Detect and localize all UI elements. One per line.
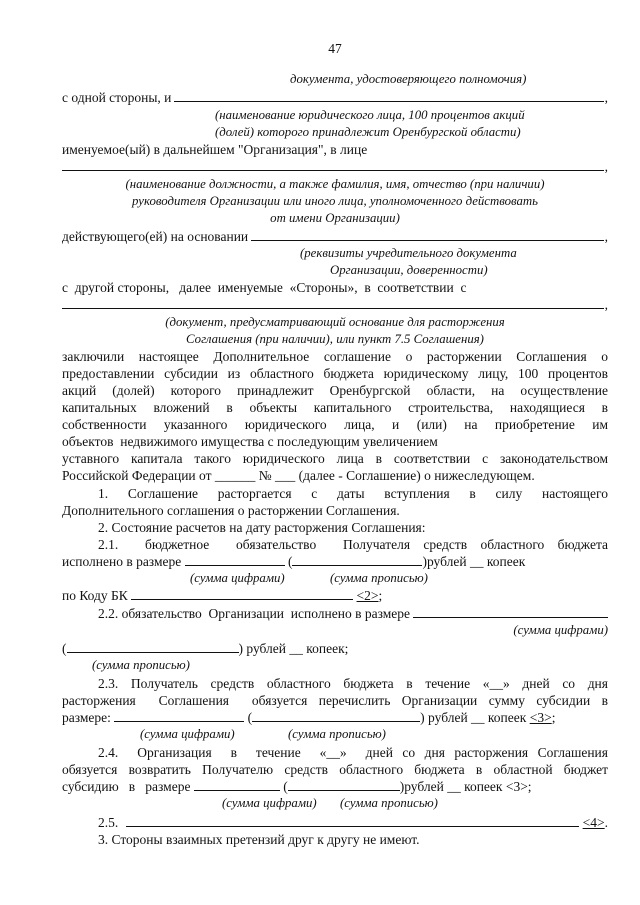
clause-2-4-line-1: 2.4. Организация в течение «__» дней со дня расторжения Соглашения bbox=[98, 745, 608, 760]
clause-2-3-start: размере: bbox=[62, 710, 111, 725]
position-hint-2: руководителя Организации или иного лица, уполномоченного действовать bbox=[132, 194, 538, 208]
acting-basis-label: действующего(ей) на основании bbox=[62, 229, 249, 244]
clause-2-5-line bbox=[98, 814, 608, 831]
clause-2-4-start: субсидию в размере bbox=[62, 779, 191, 794]
clause-2-1-line-2: исполнено в размере ( )рублей __ копеек bbox=[62, 554, 526, 569]
named-as-line: именуемое(ый) в дальнейшем "Организация", в лице bbox=[62, 142, 368, 157]
charter-hint-1: (реквизиты учредительного документа bbox=[300, 246, 517, 260]
clause-2-4-line-3: субсидию в размере ( )рублей __ копеек <3>; bbox=[62, 779, 532, 794]
clause-2-4-end: рублей __ копеек <3>; bbox=[404, 779, 532, 794]
acting-basis-line bbox=[62, 228, 608, 245]
termination-hint-1: (документ, предусматривающий основание для расторжения bbox=[165, 315, 505, 329]
amount-words-blank[interactable] bbox=[292, 553, 422, 566]
semicolon: ; bbox=[378, 588, 383, 603]
legal-entity-hint-2: (долей) которого принадлежит Оренбургской области) bbox=[215, 125, 521, 139]
clause-3: 3. Стороны взаимных претензий друг к другу не имеют. bbox=[98, 832, 420, 847]
other-side-line: с другой стороны, далее именуемые «Стороны», в соответствии с bbox=[62, 280, 467, 295]
amount-words-blank[interactable] bbox=[67, 640, 239, 653]
charter-hint-2: Организации, доверенности) bbox=[330, 263, 488, 277]
preamble-line-3: акций (долей) которого принадлежит Оренбургской области, на осуществление bbox=[62, 383, 608, 398]
clause-2-2-line-2: ( ) рублей __ копеек; bbox=[62, 641, 349, 656]
termination-hint-2: Соглашения (при наличии), или пункт 7.5 Соглашения) bbox=[186, 332, 484, 346]
dot: . bbox=[604, 815, 608, 830]
clause-2-heading: 2. Состояние расчетов на дату расторжения Соглашения: bbox=[98, 520, 426, 535]
amount-digits-blank[interactable] bbox=[185, 553, 285, 566]
preamble-line-2: предоставлении субсидии из областного бюджета юридическому лицу, 100 процентов bbox=[62, 366, 608, 381]
termination-basis-line bbox=[62, 296, 608, 313]
doc-auth-hint: документа, удостоверяющего полномочия) bbox=[290, 72, 527, 86]
hint-digits: (сумма цифрами) bbox=[190, 571, 285, 585]
amount-digits-blank[interactable] bbox=[413, 605, 608, 618]
one-side-line bbox=[62, 89, 608, 106]
comma: , bbox=[604, 159, 608, 174]
clause-2-3-line-1: 2.3. Получатель средств областного бюджета в течение «__» дней со дня bbox=[98, 676, 608, 691]
termination-basis-blank[interactable] bbox=[62, 296, 604, 309]
clause-2-5-blank[interactable] bbox=[126, 814, 578, 827]
hint-digits: (сумма цифрами) bbox=[513, 623, 608, 637]
clause-1-line-1: 1. Соглашение расторгается с даты вступления в силу настоящего bbox=[98, 486, 608, 501]
semicolon: ; bbox=[551, 710, 556, 725]
clause-2-4-line-2: обязуется возвратить Получателю средств областного бюджета в областной бюджет bbox=[62, 762, 608, 777]
amount-digits-blank[interactable] bbox=[194, 778, 280, 791]
amount-digits-blank[interactable] bbox=[114, 709, 244, 722]
hint-digits: (сумма цифрами) bbox=[140, 727, 235, 741]
footnote-ref-2[interactable]: <2> bbox=[356, 588, 379, 603]
clause-2-2-line-1 bbox=[98, 605, 608, 622]
hint-words: (сумма прописью) bbox=[92, 658, 190, 672]
comma: , bbox=[604, 297, 608, 312]
clause-2-1-start: исполнено в размере bbox=[62, 554, 182, 569]
hint-digits: (сумма цифрами) bbox=[222, 796, 317, 810]
page-number: 47 bbox=[328, 41, 342, 56]
representative-line bbox=[62, 158, 608, 175]
kbk-blank[interactable] bbox=[131, 587, 353, 600]
preamble-line-4: капитальных вложений в объекты капитального строительства, находящиеся в bbox=[62, 400, 608, 415]
comma: , bbox=[604, 229, 608, 244]
clause-2-2-end: рублей __ копеек; bbox=[246, 641, 349, 656]
hint-words: (сумма прописью) bbox=[340, 796, 438, 810]
clause-2-5-label: 2.5. bbox=[98, 815, 119, 830]
hint-words: (сумма прописью) bbox=[330, 571, 428, 585]
hint-words: (сумма прописью) bbox=[288, 727, 386, 741]
clause-2-1-end: рублей __ копеек bbox=[426, 554, 526, 569]
footnote-ref-3[interactable]: <3> bbox=[529, 710, 552, 725]
clause-2-3-line-2: расторжения Соглашения обязуется перечислить Организации сумму субсидии в bbox=[62, 693, 608, 708]
preamble-line-8: Российской Федерации от ______ № ___ (далее - Соглашение) о нижеследующем. bbox=[62, 468, 535, 483]
legal-entity-blank[interactable] bbox=[174, 89, 603, 102]
clause-2-2-text: 2.2. обязательство Организации исполнено в размере bbox=[98, 606, 411, 621]
preamble-line-5: собственности указанного юридического лица, и (или) на приобретение им bbox=[62, 417, 608, 432]
preamble-line-6: объектов недвижимого имущества с последующим увеличением bbox=[62, 434, 438, 449]
preamble-line-7: уставного капитала такого юридического лица в соответствии с законодательством bbox=[62, 451, 608, 466]
one-side-label: с одной стороны, и bbox=[62, 90, 172, 105]
legal-entity-hint-1: (наименование юридического лица, 100 процентов акций bbox=[215, 108, 525, 122]
amount-words-blank[interactable] bbox=[252, 709, 420, 722]
clause-2-3-line-3: размере: ( ) рублей __ копеек <3>; bbox=[62, 710, 556, 725]
comma: , bbox=[604, 90, 608, 105]
amount-words-blank[interactable] bbox=[288, 778, 400, 791]
clause-2-3-end: рублей __ копеек bbox=[428, 710, 527, 725]
clause-2-1-line-1: 2.1. бюджетное обязательство Получателя средств областного бюджета bbox=[98, 537, 608, 552]
representative-blank[interactable] bbox=[62, 158, 604, 171]
footnote-ref-4[interactable]: <4> bbox=[582, 815, 605, 830]
preamble-line-1: заключили настоящее Дополнительное соглашение о расторжении Соглашения о bbox=[62, 349, 608, 364]
clause-1-line-2: Дополнительного соглашения о расторжении Соглашения. bbox=[62, 503, 400, 518]
acting-basis-blank[interactable] bbox=[251, 228, 603, 241]
kbk-line bbox=[62, 587, 608, 604]
kbk-label: по Коду БК bbox=[62, 588, 128, 603]
position-hint-3: от имени Организации) bbox=[270, 211, 400, 225]
position-hint-1: (наименование должности, а также фамилия, имя, отчество (при наличии) bbox=[125, 177, 545, 191]
